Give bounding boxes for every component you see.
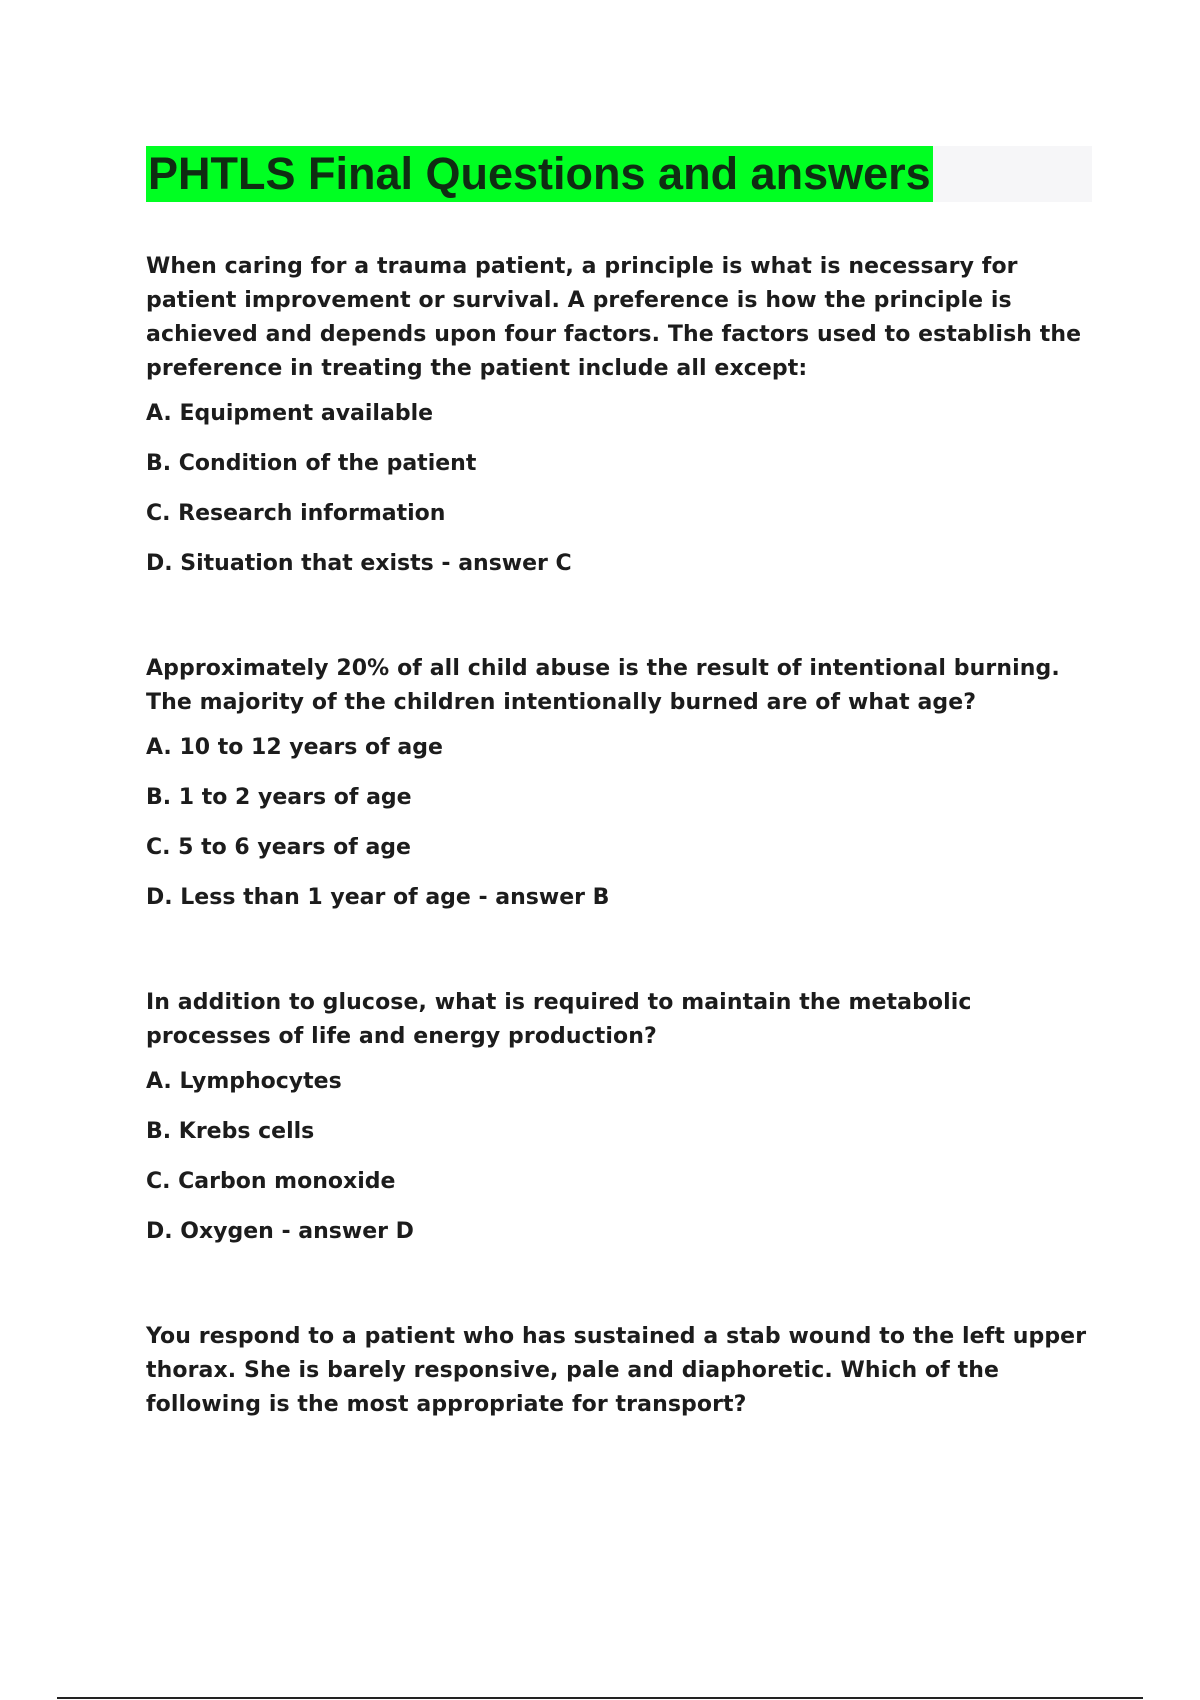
document-title: PHTLS Final Questions and answers — [146, 146, 933, 202]
section-spacer — [146, 934, 1090, 986]
answer-option-c: C. Research information — [146, 501, 446, 526]
answer-option-b: B. Condition of the patient — [146, 451, 477, 476]
answer-option-c: C. Carbon monoxide — [146, 1169, 396, 1194]
question-text: When caring for a trauma patient, a principle is what is necessary for patient improvement or survival. A preference is how the principle is achieved and depends upon four factors. The factors used to establish the preference in treating the patient include all except: — [146, 254, 1082, 381]
answer-option-a: A. Lymphocytes — [146, 1069, 342, 1094]
answer-option-d: D. Less than 1 year of age - answer B — [146, 885, 610, 910]
question-text: Approximately 20% of all child abuse is the result of intentional burning. The majority of the children intentionally burned are of what age? — [146, 656, 1060, 715]
question-block-2 — [146, 652, 1090, 912]
page-bottom-divider — [57, 1697, 1143, 1699]
question-block-3 — [146, 986, 1090, 1246]
answer-option-b: B. 1 to 2 years of age — [146, 785, 412, 810]
questions-content — [146, 250, 1090, 1436]
answer-option-b: B. Krebs cells — [146, 1119, 315, 1144]
question-text: You respond to a patient who has sustained a stab wound to the left upper thorax. She is barely responsive, pale and diaphoretic. Which of the following is the most appropriate for transport? — [146, 1324, 1087, 1417]
section-spacer — [146, 1268, 1090, 1320]
answer-option-a: A. Equipment available — [146, 401, 434, 426]
question-block-1 — [146, 250, 1090, 578]
question-block-4 — [146, 1320, 1090, 1422]
section-spacer — [146, 600, 1090, 652]
question-text: In addition to glucose, what is required to maintain the metabolic processes of life and energy production? — [146, 990, 972, 1049]
answer-option-c: C. 5 to 6 years of age — [146, 835, 411, 860]
answer-option-d: D. Oxygen - answer D — [146, 1219, 414, 1244]
answer-option-a: A. 10 to 12 years of age — [146, 735, 443, 760]
answer-option-d: D. Situation that exists - answer C — [146, 551, 572, 576]
